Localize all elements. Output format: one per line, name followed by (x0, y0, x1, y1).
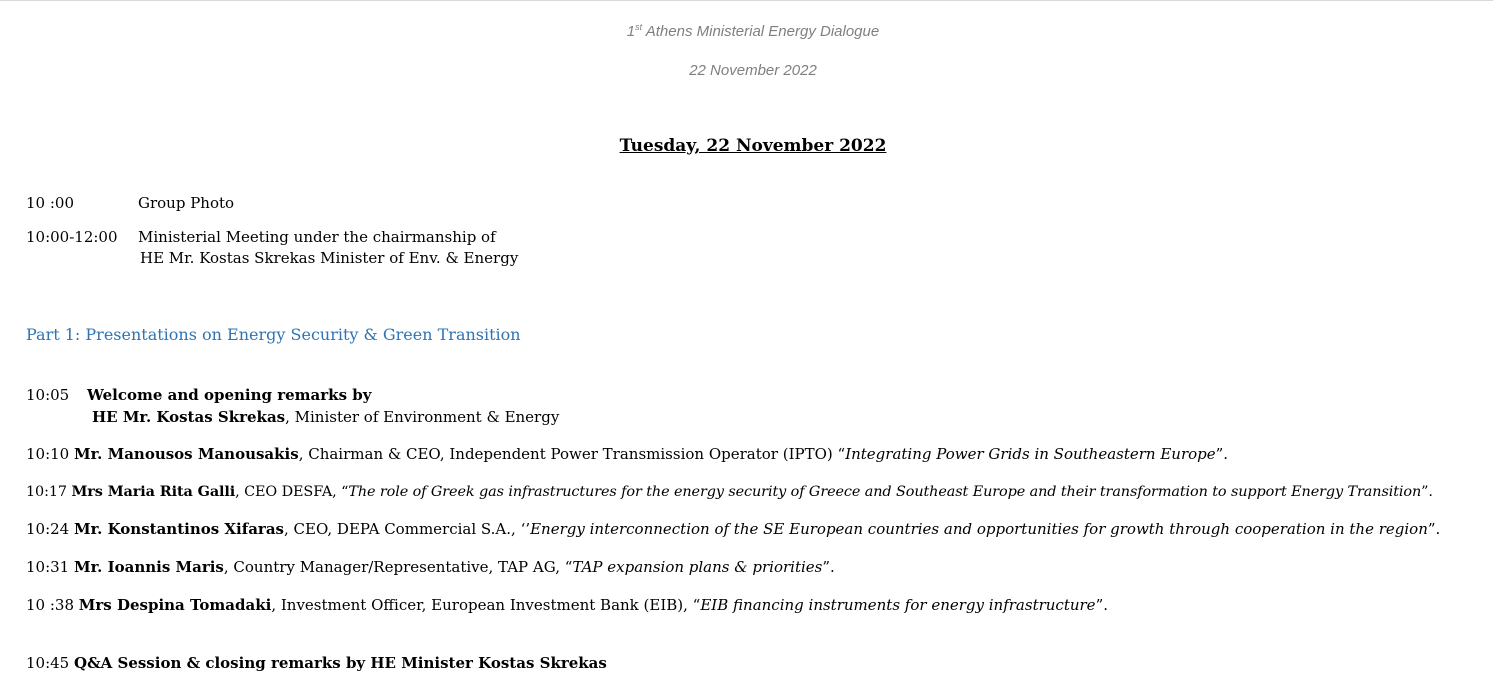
event-title-text: Athens Ministerial Energy Dialogue (642, 23, 880, 40)
talk-end: ”. (1421, 484, 1433, 500)
speaker-role: , Minister of Environment & Energy (285, 408, 560, 426)
speaker-role: , CEO, DEPA Commercial S.A., ‘’ (284, 520, 531, 538)
speaker-name: Mr. Ioannis Maris (74, 558, 224, 576)
item-time: 10:17 (26, 484, 67, 500)
talk-title: The role of Greek gas infrastructures for the energy security of Greece and Southeast Europe and their transformation to support Energy Transition (348, 484, 1422, 500)
schedule-time: 10:00-12:00 (26, 228, 118, 246)
item-time: 10:31 (26, 558, 70, 576)
item-time: 10:24 (26, 520, 70, 538)
schedule-text-line2: HE Mr. Kostas Skrekas Minister of Env. & Energy (140, 249, 519, 267)
agenda-item (26, 520, 1440, 538)
welcome-time: 10:05 (26, 386, 70, 404)
talk-end: ”. (1427, 520, 1441, 538)
schedule-time: 10 :00 (26, 194, 74, 212)
agenda-item (26, 445, 1228, 463)
speaker-name: Mr. Konstantinos Xifaras (74, 520, 284, 538)
day-title: Tuesday, 22 November 2022 (619, 136, 887, 156)
agenda-item (26, 483, 1433, 500)
agenda-item-qa (26, 654, 607, 672)
item-time: 10 :38 (26, 596, 74, 614)
agenda-item (26, 558, 835, 576)
talk-end: ”. (1215, 445, 1229, 463)
welcome-title: Welcome and opening remarks by (87, 386, 372, 404)
event-date: 22 November 2022 (689, 62, 817, 79)
talk-title: TAP expansion plans & priorities (572, 558, 823, 576)
speaker-name: Mrs Despina Tomadaki (78, 596, 272, 614)
talk-end: ”. (822, 558, 835, 576)
talk-title: Integrating Power Grids in Southeastern Europe (845, 445, 1216, 463)
event-title (0, 22, 1493, 40)
speaker-role: , Investment Officer, European Investment Bank (EIB), “ (271, 596, 701, 614)
edition-superscript: st (635, 22, 643, 32)
top-border (0, 0, 1493, 1)
agenda-item (26, 596, 1108, 614)
speaker-role: , Chairman & CEO, Independent Power Transmission Operator (IPTO) “ (298, 445, 846, 463)
speaker-name: Mrs Maria Rita Galli (71, 483, 236, 500)
speaker-name: HE Mr. Kostas Skrekas (92, 408, 286, 426)
item-time: 10:45 (26, 654, 70, 672)
talk-title: EIB financing instruments for energy infrastructure (700, 596, 1096, 614)
speaker-role: , Country Manager/Representative, TAP AG, “ (223, 558, 573, 576)
edition-number: 1 (626, 23, 636, 40)
part-heading: Part 1: Presentations on Energy Security & Green Transition (26, 325, 521, 344)
speaker-role: , CEO DESFA, “ (235, 484, 349, 500)
item-time: 10:10 (26, 445, 70, 463)
welcome-speaker-line (92, 408, 559, 426)
talk-end: ”. (1095, 596, 1108, 614)
talk-title: Energy interconnection of the SE European countries and opportunities for growth through cooperation in the region (530, 520, 1428, 538)
schedule-text: Ministerial Meeting under the chairmanship of (138, 228, 496, 246)
qa-text: Q&A Session & closing remarks by HE Minister Kostas Skrekas (74, 654, 607, 672)
schedule-text: Group Photo (138, 194, 235, 212)
speaker-name: Mr. Manousos Manousakis (74, 445, 299, 463)
